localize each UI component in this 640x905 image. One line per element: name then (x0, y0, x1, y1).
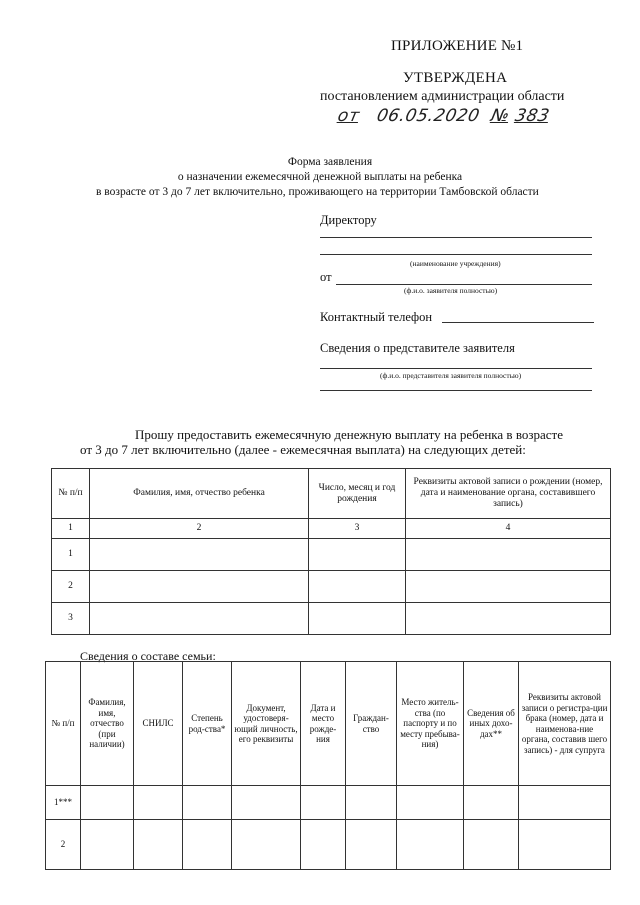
request-line2: от 3 до 7 лет включительно (далее - ежемесячная выплата) на следующих детей: (80, 442, 526, 457)
cell-input[interactable] (134, 786, 183, 820)
cell-input[interactable] (519, 786, 611, 820)
row-number: 1*** (46, 786, 81, 820)
cell-input[interactable] (397, 786, 464, 820)
family-header-residence: Место житель-ства (по паспорту и по месту пребыва-ния) (397, 662, 464, 786)
cell-input[interactable] (346, 786, 397, 820)
decree-date: 06.05.2020 (374, 106, 482, 126)
cell-input[interactable] (309, 571, 406, 603)
representative-line-2[interactable] (320, 390, 592, 391)
row-number: 2 (52, 571, 90, 603)
table-row (46, 820, 611, 870)
cell-input[interactable] (464, 786, 519, 820)
cell-input[interactable] (406, 571, 611, 603)
family-header-snils: СНИЛС (134, 662, 183, 786)
institution-hint: (наименование учреждения) (410, 259, 501, 268)
children-colnum: 3 (309, 519, 406, 539)
cell-input[interactable] (232, 820, 301, 870)
decree-prefix: от (335, 106, 362, 126)
cell-input[interactable] (134, 820, 183, 870)
cell-input[interactable] (464, 820, 519, 870)
institution-line-2[interactable] (320, 254, 592, 255)
cell-input[interactable] (519, 820, 611, 870)
cell-input[interactable] (346, 820, 397, 870)
children-header-name: Фамилия, имя, отчество ребенка (90, 469, 309, 519)
representative-label: Сведения о представителе заявителя (320, 341, 515, 355)
row-number: 3 (52, 603, 90, 635)
family-header-name: Фамилия, имя, отчество (при наличии) (81, 662, 134, 786)
row-number: 2 (46, 820, 81, 870)
form-title-line1: Форма заявления (287, 156, 373, 168)
request-line1: Прошу предоставить ежемесячную денежную выплату на ребенка в возрасте (135, 427, 563, 442)
table-row (46, 786, 611, 820)
applicant-line[interactable] (336, 284, 592, 285)
representative-hint: (ф.и.о. представителя заявителя полностью) (380, 371, 522, 380)
children-header-record: Реквизиты актовой записи о рождении (номер, дата и наименование органа, составившего запись) (406, 469, 611, 519)
phone-line[interactable] (442, 322, 594, 323)
cell-input[interactable] (406, 539, 611, 571)
decree-no-label: № (489, 106, 512, 126)
cell-input[interactable] (81, 786, 134, 820)
cell-input[interactable] (397, 820, 464, 870)
decree-number: 383 (513, 106, 552, 126)
form-title-line2: о назначении ежемесячной денежной выплаты на ребенка (177, 171, 463, 183)
approved-by-text: постановлением администрации области (320, 89, 565, 104)
appendix-label: ПРИЛОЖЕНИЕ №1 (391, 38, 524, 54)
children-header-birth: Число, месяц и год рождения (309, 469, 406, 519)
cell-input[interactable] (309, 603, 406, 635)
family-caption: Сведения о составе семьи: (80, 649, 216, 663)
family-table (45, 661, 611, 870)
handwritten-decree (336, 106, 551, 126)
family-header-relation: Степень род-ства* (183, 662, 232, 786)
representative-line[interactable] (320, 368, 592, 369)
family-header-num: № п/п (46, 662, 81, 786)
cell-input[interactable] (81, 820, 134, 870)
cell-input[interactable] (309, 539, 406, 571)
approved-label: УТВЕРЖДЕНА (403, 70, 508, 86)
children-colnum: 1 (52, 519, 90, 539)
children-colnum: 4 (406, 519, 611, 539)
family-header-document: Документ, удостоверя-ющий личность, его реквизиты (232, 662, 301, 786)
children-header-num: № п/п (52, 469, 90, 519)
from-label: от (320, 270, 332, 284)
family-header-marriage: Реквизиты актовой записи о регистра-ции брака (номер, дата и наименова-ние органа, составив шего запись) - для супруга (519, 662, 611, 786)
cell-input[interactable] (90, 571, 309, 603)
family-header-birth: Дата и место рожде-ния (301, 662, 346, 786)
family-header-income: Сведения об иных дохо-дах** (464, 662, 519, 786)
cell-input[interactable] (90, 603, 309, 635)
director-label: Директору (320, 213, 377, 227)
applicant-hint: (ф.и.о. заявителя полностью) (404, 286, 498, 295)
family-header-citizenship: Граждан-ство (346, 662, 397, 786)
form-title-line3: в возрасте от 3 до 7 лет включительно, проживающего на территории Тамбовской области (96, 186, 539, 198)
cell-input[interactable] (406, 603, 611, 635)
table-row (52, 539, 611, 571)
table-row (52, 571, 611, 603)
children-table (51, 468, 611, 635)
cell-input[interactable] (301, 786, 346, 820)
row-number: 1 (52, 539, 90, 571)
children-colnum: 2 (90, 519, 309, 539)
table-row (52, 603, 611, 635)
cell-input[interactable] (183, 786, 232, 820)
phone-label: Контактный телефон (320, 310, 433, 324)
cell-input[interactable] (183, 820, 232, 870)
cell-input[interactable] (301, 820, 346, 870)
cell-input[interactable] (90, 539, 309, 571)
institution-line-1[interactable] (320, 237, 592, 238)
cell-input[interactable] (232, 786, 301, 820)
